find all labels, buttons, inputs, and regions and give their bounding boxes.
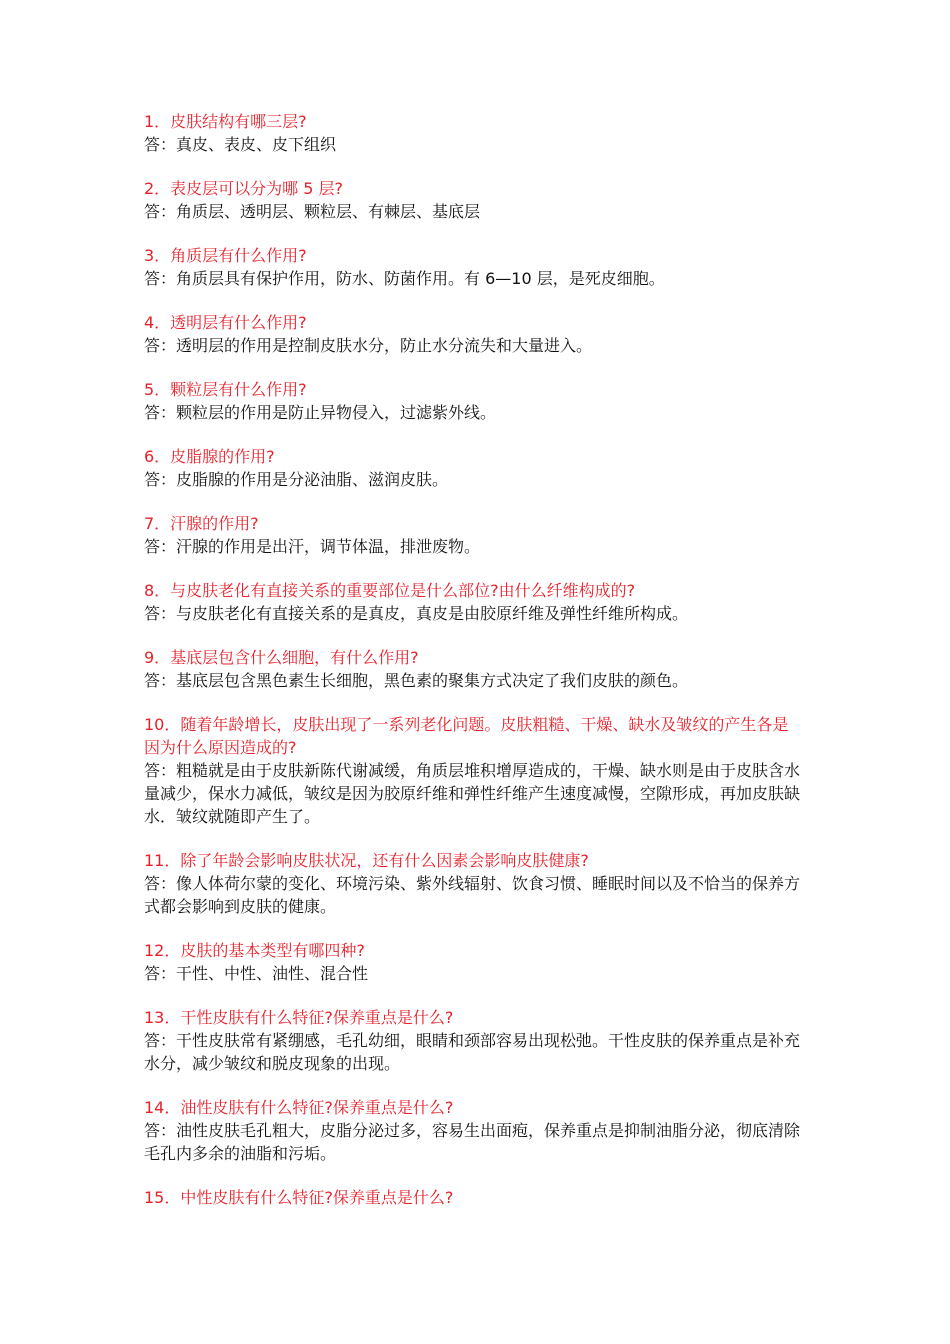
qa-item — [144, 512, 804, 558]
question-text: 5．颗粒层有什么作用? — [144, 380, 307, 399]
qa-item — [144, 244, 804, 290]
qa-item — [144, 579, 804, 625]
answer-text: 答：干性、中性、油性、混合性 — [144, 964, 369, 983]
qa-item — [144, 177, 804, 223]
question-text: 10．随着年龄增长，皮肤出现了一系列老化问题。皮肤粗糙、干燥、缺水及皱纹的产生各是因为什么原因造成的? — [144, 715, 789, 757]
question-text: 8．与皮肤老化有直接关系的重要部位是什么部位?由什么纤维构成的? — [144, 581, 636, 600]
answer-text: 答：汗腺的作用是出汗，调节体温，排泄废物。 — [144, 537, 481, 556]
qa-item — [144, 311, 804, 357]
question-text: 14．油性皮肤有什么特征?保养重点是什么? — [144, 1098, 454, 1117]
answer-text: 答：真皮、表皮、皮下组织 — [144, 135, 337, 154]
qa-item — [144, 1096, 804, 1165]
answer-text: 答：角质层、透明层、颗粒层、有棘层、基底层 — [144, 202, 481, 221]
question-text: 2．表皮层可以分为哪 5 层? — [144, 179, 344, 198]
question-text: 4．透明层有什么作用? — [144, 313, 307, 332]
answer-text: 答：皮脂腺的作用是分泌油脂、滋润皮肤。 — [144, 470, 449, 489]
answer-text: 答：颗粒层的作用是防止异物侵入，过滤紫外线。 — [144, 403, 497, 422]
qa-item — [144, 1186, 804, 1209]
qa-item — [144, 378, 804, 424]
answer-text: 答：粗糙就是由于皮肤新陈代谢减缓，角质层堆积增厚造成的，干燥、缺水则是由于皮肤含水量减少，保水力减低，皱纹是因为胶原纤维和弹性纤维产生速度减慢，空隙形成，再加皮肤缺水．皱纹就随即产生了。 — [144, 761, 801, 826]
question-text: 1．皮肤结构有哪三层? — [144, 112, 307, 131]
qa-item — [144, 646, 804, 692]
qa-item — [144, 939, 804, 985]
question-text: 11．除了年龄会影响皮肤状况，还有什么因素会影响皮肤健康? — [144, 851, 589, 870]
answer-text: 答：像人体荷尔蒙的变化、环境污染、紫外线辐射、饮食习惯、睡眠时间以及不恰当的保养方式都会影响到皮肤的健康。 — [144, 874, 801, 916]
question-text: 9．基底层包含什么细胞，有什么作用? — [144, 648, 419, 667]
question-text: 13．干性皮肤有什么特征?保养重点是什么? — [144, 1008, 454, 1027]
qa-item — [144, 849, 804, 918]
document-page — [144, 110, 804, 1230]
question-text: 6．皮脂腺的作用? — [144, 447, 275, 466]
answer-text: 答：干性皮肤常有紧绷感，毛孔幼细，眼睛和颈部容易出现松弛。干性皮肤的保养重点是补充水分，减少皱纹和脱皮现象的出现。 — [144, 1031, 801, 1073]
answer-text: 答：与皮肤老化有直接关系的是真皮，真皮是由胶原纤维及弹性纤维所构成。 — [144, 604, 689, 623]
qa-item — [144, 1006, 804, 1075]
qa-item — [144, 445, 804, 491]
question-text: 15．中性皮肤有什么特征?保养重点是什么? — [144, 1188, 454, 1207]
qa-item — [144, 713, 804, 828]
question-text: 7．汗腺的作用? — [144, 514, 259, 533]
answer-text: 答：透明层的作用是控制皮肤水分，防止水分流失和大量进入。 — [144, 336, 593, 355]
question-text: 12．皮肤的基本类型有哪四种? — [144, 941, 365, 960]
answer-text: 答：角质层具有保护作用，防水、防菌作用。有 6—10 层，是死皮细胞。 — [144, 269, 665, 288]
answer-text: 答：基底层包含黑色素生长细胞，黑色素的聚集方式决定了我们皮肤的颜色。 — [144, 671, 689, 690]
answer-text: 答：油性皮肤毛孔粗大，皮脂分泌过多，容易生出面疱，保养重点是抑制油脂分泌，彻底清除毛孔内多余的油脂和污垢。 — [144, 1121, 801, 1163]
qa-item — [144, 110, 804, 156]
question-text: 3．角质层有什么作用? — [144, 246, 307, 265]
